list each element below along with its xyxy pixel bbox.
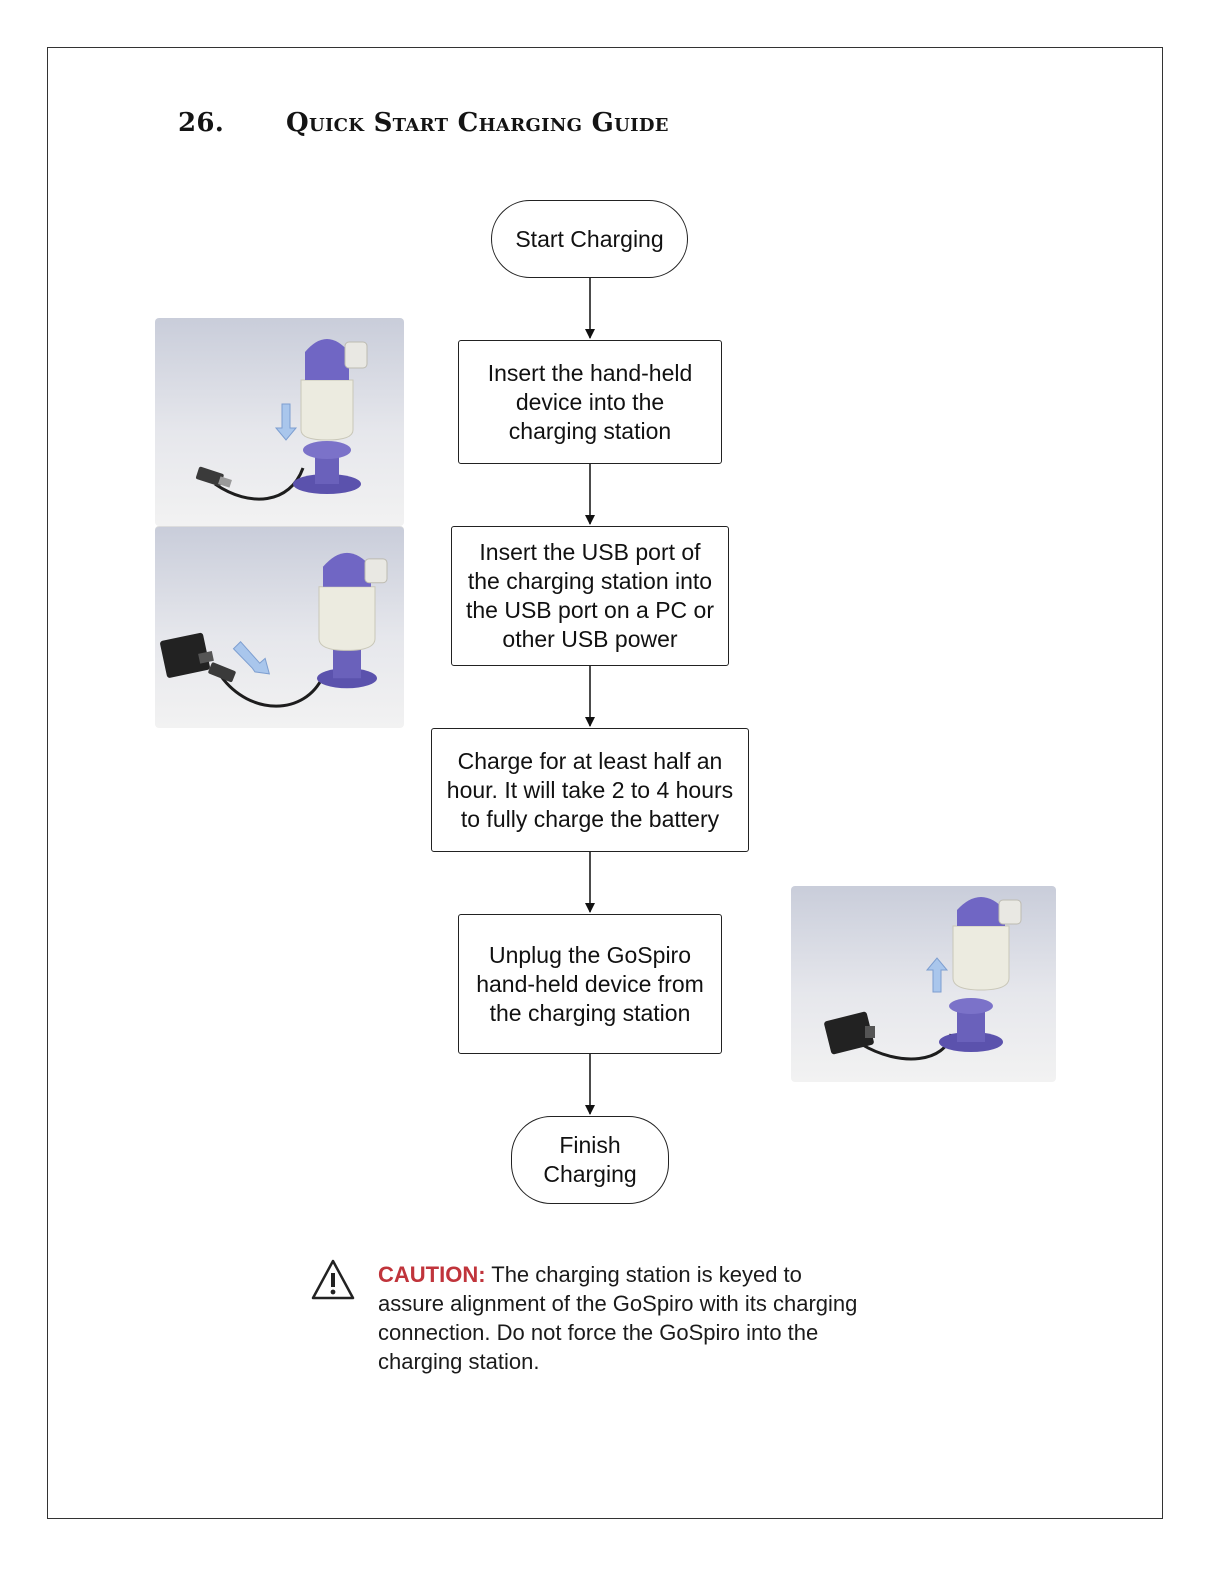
flow-step-connect-usb [451,526,729,666]
flow-step-label: Unplug the GoSpiro hand-held device from the charging station [476,941,704,1026]
flow-step-label: Insert the USB port of the charging station into the USB port on a PC or other USB power [465,539,714,652]
flow-step-insert-device [458,340,722,464]
section-heading [178,108,669,138]
caution-note [378,1260,858,1376]
arrow-up-left-icon [233,638,270,678]
illustration-insert-device [155,318,404,526]
illustration-usb-connect [155,526,404,728]
flow-start-node [491,200,688,278]
flow-step-label: Charge for at least half an hour. It will take 2 to 4 hours to fully charge the battery [446,747,734,832]
flow-end-label: Finish Charging [543,1132,637,1187]
arrow-up-icon [927,958,947,992]
flow-step-charge [431,728,749,852]
arrow-down-icon [276,404,296,440]
warning-triangle-icon [310,1258,356,1302]
flow-step-label: Insert the hand-held device into the charging station [487,359,693,444]
section-title: Quick Start Charging Guide [286,108,669,138]
flow-end-node [511,1116,669,1204]
illustration-unplug-device [791,886,1056,1082]
flow-start-label: Start Charging [515,225,664,252]
caution-label: CAUTION: [378,1262,486,1287]
flow-step-unplug [458,914,722,1054]
caution-text: The charging station is keyed to assure alignment of the GoSpiro with its charging connection. Do not force the GoSpiro into the charging station. [378,1262,858,1374]
section-number: 26. [178,108,225,138]
